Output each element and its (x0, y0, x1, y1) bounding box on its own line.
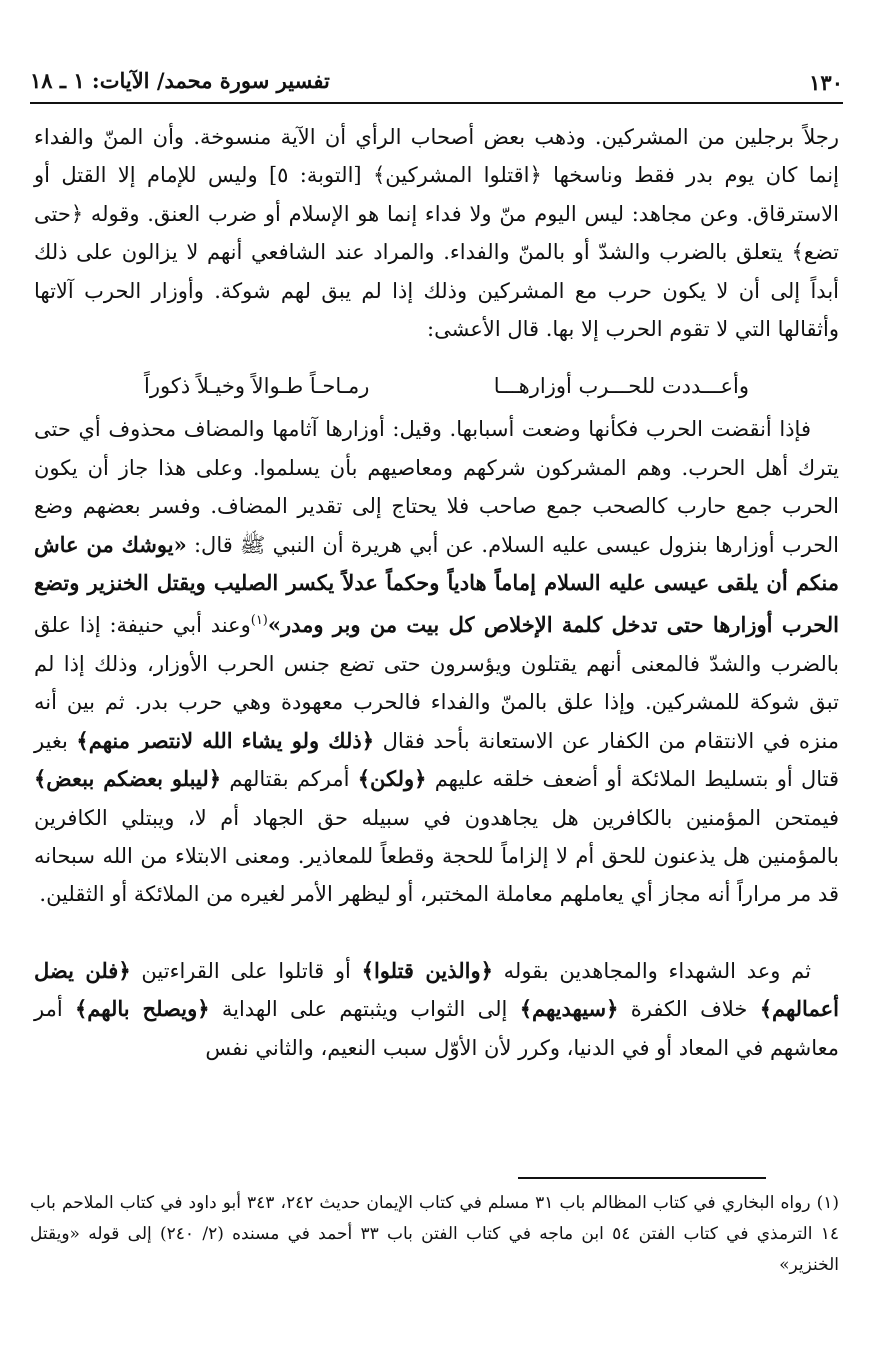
footnotes (30, 1188, 839, 1281)
paragraph-2 (34, 410, 839, 913)
paragraph-3-text-c: خلاف الكفرة (630, 997, 748, 1022)
paragraph-2-text-a: فإذا أنقضت الحرب فكأنها وضعت أسبابها. وقيل: أوزارها آثامها والمضاف محذوف أي حتى يترك أهل الحرب. وهم المشركون شركهم ومعاصيهم بأن يسلموا. وعلى هذا جاز أن يكون الحرب جمع حارب كالصحب جمع صاحب فلا يحتاج إلى تقدير المضاف. وفسر بعضهم وضع الحرب أوزارها بنزول عيسى عليه السلام. عن أبي هريرة أن النبي ﷺ قال: (34, 417, 839, 557)
quran-quote-walladhina: ﴿والذين قتلوا﴾ (361, 957, 493, 983)
paragraph-3-text-d: إلى الثواب ويثبتهم على الهداية (221, 997, 508, 1022)
quran-quote-dhalika: ﴿ذلك ولو يشاء الله لانتصر منهم﴾ (76, 727, 375, 753)
verse-first-hemistich: وأعـــددت للحـــرب أوزارهـــا (493, 374, 749, 399)
paragraph-3 (34, 952, 839, 1067)
paragraph-3-text-e: أمر معاشهم في المعاد أو في الدنيا، وكرر لأن الأوّل سبب النعيم، والثاني نفس (34, 997, 839, 1060)
quran-quote-wayuslih: ﴿ويصلح بالهم﴾ (74, 996, 210, 1022)
paragraph-3-text-b: أو قاتلوا على القراءتين (141, 958, 351, 983)
paragraph-1: رجلاً برجلين من المشركين. وذهب بعض أصحاب الرأي أن الآية منسوخة. وأن المنّ والفداء إنما كان يوم بدر فقط وناسخها ﴿اقتلوا المشركين﴾ [التوبة: ٥] وليس للإمام إلا القتل أو الاسترقاق. وعن مجاهد: ليس اليوم منّ ولا فداء إنما هو الإسلام أو ضرب العنق. وقوله ﴿حتى تضع﴾ يتعلق بالضرب والشدّ أو بالمنّ والفداء. والمراد عند الشافعي أنهم لا يزالون على ذلك أبداً إلى أن لا يكون حرب مع المشركين وذلك إذا لم يبق لهم شوكة. وأوزار الحرب آلاتها وأثقالها التي لا تقوم الحرب إلا بها. قال الأعشى: (34, 125, 839, 342)
running-title: تفسير سورة محمد/ الآيات: ١ ـ ١٨ (30, 68, 330, 93)
section-break (34, 914, 839, 952)
paragraph-3-text-a: ثم وعد الشهداء والمجاهدين بقوله (503, 958, 811, 983)
quran-quote-falan: ﴿فلن يضل أعمالهم﴾ (34, 957, 839, 1022)
quran-quote-walakin: ﴿ولكن﴾ (357, 766, 427, 792)
page-number: ١٣٠ (809, 70, 843, 95)
footnote-divider (518, 1177, 766, 1179)
paragraph-2-text-b: وعند أبي حنيفة: إذا علق بالضرب والشدّ فالمعنى أنهم يقتلون ويؤسرون حتى تضع جنس الحرب الأوزار، وذلك إذا لم تبق شوكة للمشركين. وإذا علق بالمنّ والفداء فالحرب معهودة وهي حرب بدر. ثم بين أنه منزه في الانتقام من الكفار عن الاستعانة بأحد فقال (34, 613, 839, 753)
quran-quote-liyabluwa: ﴿ليبلو بعضكم ببعض﴾ (34, 766, 222, 792)
footnote-1: (١) رواه البخاري في كتاب المظالم باب ٣١ مسلم في كتاب الإيمان حديث ٢٤٢، ٣٤٣ أبو داود في كتاب الملاحم باب ١٤ الترمذي في كتاب الفتن ٥٤ ابن ماجه في كتاب الفتن باب ٣٣ أحمد في مسنده (٢/ ٢٤٠) إلى قوله «ويقتل الخنزير» (30, 1193, 840, 1275)
paragraph-2-text-e: فيمتحن المؤمنين بالكافرين هل يجاهدون في سبيله حق الجهاد أم لا، ويبتلي الكافرين بالمؤمنين هل يذعنون للحق أم لا إلزاماً للحجة وقطعاً للمعاذير. ومعنى الابتلاء من الله سبحانه قد مر مراراً أنه مجاز أي يعاملهم معاملة المختبر، أو ليظهر الأمر لغيره من الملائكة أو الثقلين. (34, 805, 839, 907)
paragraph-2-text-c: بغير قتال أو بتسليط الملائكة أو أضعف خلقه عليهم (34, 728, 839, 792)
paragraph-2-text-d: أمركم بقتالهم (229, 767, 350, 792)
quran-quote-sayahdihim: ﴿سيهديهم﴾ (519, 996, 619, 1022)
hadith-quote: «يوشك من عاش منكم أن يلقى عيسى عليه السلام إماماً هادياً وحكماً عدلاً يكسر الصليب ويقتل الخنزير وتضع الحرب أوزارها حتى تدخل كلمة الإخلاص كل بيت من وبر ومدر» (34, 531, 839, 638)
verse-second-hemistich: رمـاحـاً طـوالاً وخيـلاً ذكوراً (144, 374, 370, 399)
page-header (30, 62, 843, 104)
poetry-verse (144, 366, 749, 406)
main-text (34, 118, 839, 1067)
footnote-reference: (١) (250, 613, 268, 629)
